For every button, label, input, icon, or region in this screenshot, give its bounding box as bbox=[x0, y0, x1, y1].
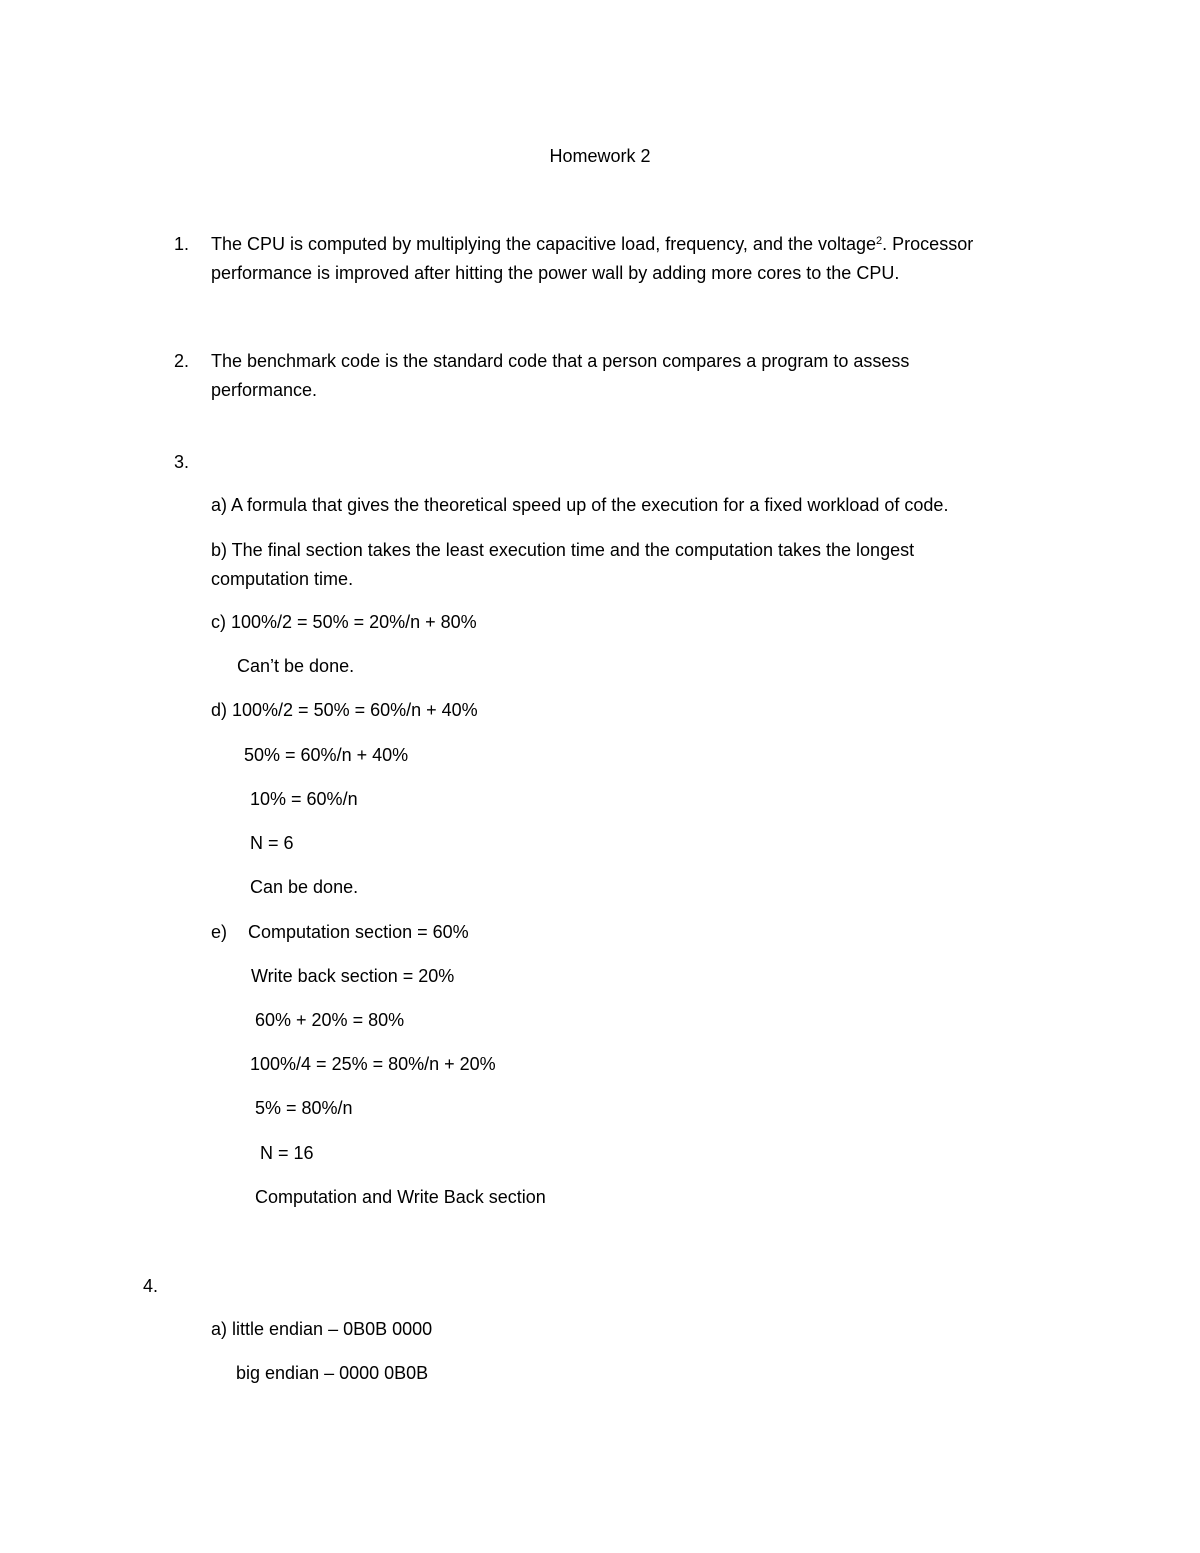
q1-line1-end: . Processor bbox=[882, 234, 974, 254]
q1-line1 bbox=[211, 232, 973, 256]
q3-part-c-line1: c) 100%/2 = 50% = 20%/n + 80% bbox=[211, 612, 477, 632]
q3-part-e-line7: Computation and Write Back section bbox=[255, 1187, 546, 1207]
q2-number: 2. bbox=[174, 351, 190, 371]
q3-part-e-line1: Computation section = 60% bbox=[248, 922, 469, 942]
q4-number: 4. bbox=[143, 1276, 159, 1296]
q4-part-a-line1: a) little endian – 0B0B 0000 bbox=[211, 1319, 433, 1339]
q3-part-d-line1: d) 100%/2 = 50% = 60%/n + 40% bbox=[211, 700, 478, 720]
q3-part-d-line4: N = 6 bbox=[250, 833, 294, 853]
q3-part-e-line6: N = 16 bbox=[260, 1143, 314, 1163]
q3-part-e-line4: 100%/4 = 25% = 80%/n + 20% bbox=[250, 1054, 496, 1074]
q3-part-e-line3: 60% + 20% = 80% bbox=[255, 1010, 405, 1030]
q2-line2: performance. bbox=[211, 380, 318, 400]
q1-number: 1. bbox=[174, 234, 190, 254]
q3-number: 3. bbox=[174, 452, 190, 472]
q3-part-a: a) A formula that gives the theoretical speed up of the execution for a fixed workload of code. bbox=[211, 495, 949, 515]
q3-part-e-line5: 5% = 80%/n bbox=[255, 1098, 353, 1118]
q3-part-d-line3: 10% = 60%/n bbox=[250, 789, 358, 809]
q3-part-d-line2: 50% = 60%/n + 40% bbox=[244, 745, 409, 765]
q1-superscript: 2 bbox=[876, 235, 883, 247]
q3-part-b-line1: b) The final section takes the least execution time and the computation takes the longest bbox=[211, 540, 915, 560]
q3-part-b-line2: computation time. bbox=[211, 569, 354, 589]
q1-line2: performance is improved after hitting the power wall by adding more cores to the CPU. bbox=[211, 263, 900, 283]
q3-part-e-label: e) bbox=[211, 922, 228, 942]
page-title: Homework 2 bbox=[549, 146, 651, 166]
q3-part-c-line2: Can’t be done. bbox=[237, 656, 355, 676]
q1-line1-text: The CPU is computed by multiplying the capacitive load, frequency, and the voltage bbox=[211, 234, 877, 254]
q4-part-a-line2: big endian – 0000 0B0B bbox=[236, 1363, 429, 1383]
q2-line1: The benchmark code is the standard code that a person compares a program to assess bbox=[211, 351, 910, 371]
q3-part-d-line5: Can be done. bbox=[250, 877, 359, 897]
q3-part-e-line2: Write back section = 20% bbox=[251, 966, 455, 986]
